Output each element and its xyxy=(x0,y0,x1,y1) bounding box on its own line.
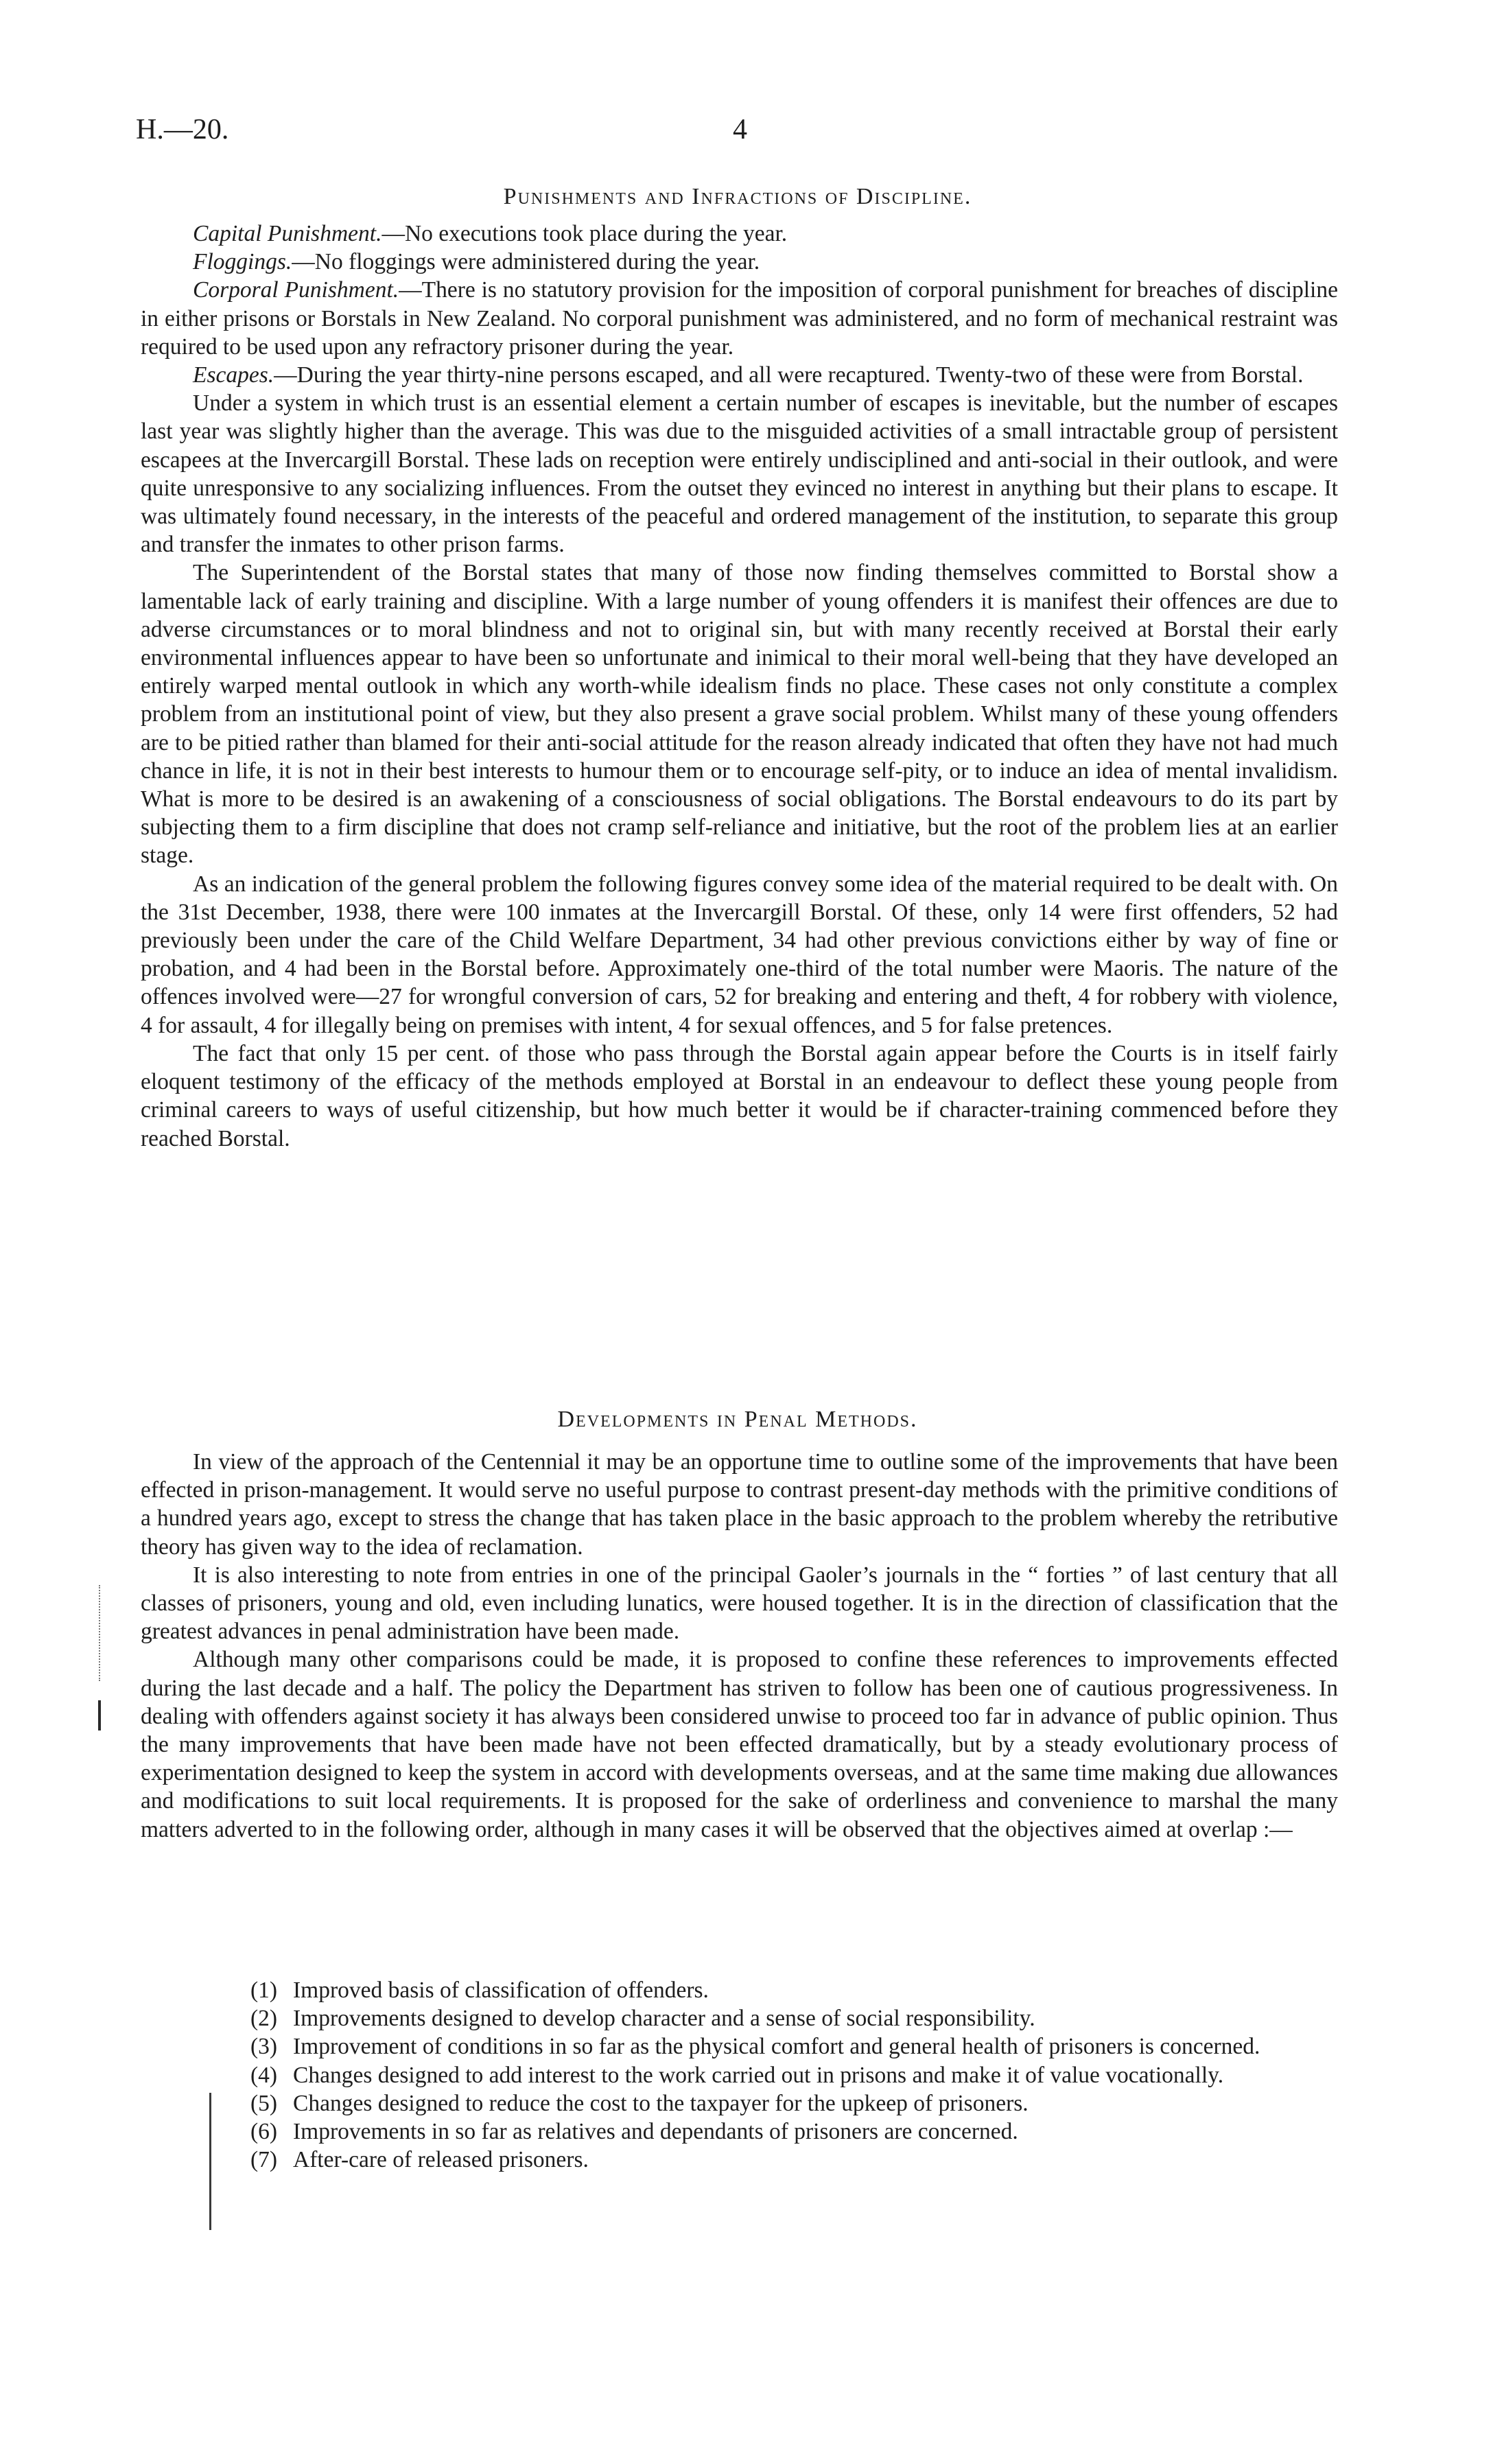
section-developments-body xyxy=(141,1448,1338,1844)
paragraph-superintendent: The Superintendent of the Borstal states that many of those now finding themselves committed to Borstal show a lamentable lack of early training and discipline. With a large number of young offenders it is manifest their offences are due to adverse circumstances or to moral blindness and not to original sin, but with many recently received at Borstal their early environmental influences appear to have been so unfortunate and inimical to their moral well-being that they have developed an entirely warped mental outlook in which any worth-while idealism finds no place. These cases not only constitute a complex problem from an institutional point of view, but they also present a grave social problem. Whilst many of these young offenders are to be pitied rather than blamed for their anti-social attitude for the reason already indicated that often they have not had much chance in life, it is not in their best interests to humour them or to encourage self-pity, or to induce an idea of mental invalidism. What is more to be desired is an awakening of a consciousness of social obligations. The Borstal endeavours to do its part by subjecting them to a firm discipline that does not cramp self-reliance and initiative, but the root of the problem lies at an earlier stage. xyxy=(141,560,1338,869)
section-title-developments: Developments in Penal Methods. xyxy=(557,1407,918,1432)
list-item-number: (6) xyxy=(250,2119,278,2145)
list-item xyxy=(250,2117,1341,2146)
corporal-punishment-text: —There is no statutory provision for the imposition of corporal punishment for breaches of discipline in either prisons or Borstals in New Zealand. No corporal punishment was administered, and no form of mechanical restraint was required to be used upon any refractory prisoner during the year. xyxy=(141,277,1338,360)
list-item-text: Changes designed to add interest to the work carried out in prisons and make it of value vocationally. xyxy=(293,2062,1224,2088)
list-item xyxy=(250,1976,1341,2004)
paragraph-indication: As an indication of the general problem the following figures convey some idea of the material required to be dealt with. On the 31st December, 1938, there were 100 inmates at the Invercargill Borstal. Of these, only 14 were first offenders, 52 had previously been under the care of the Child Welfare Department, 34 had other previous convictions either by way of fine or probation, and 4 had been in the Borstal before. Approximately one-third of the total number were Maoris. The nature of the offences involved were—27 for wrongful conversion of cars, 52 for breaking and entering and theft, 4 for robbery with violence, 4 for assault, 4 for illegally being on premises with intent, 4 for sexual offences, and 5 for false pretences. xyxy=(141,871,1338,1038)
list-item-text: After-care of released prisoners. xyxy=(293,2147,589,2173)
paragraph-floggings xyxy=(141,248,1338,276)
list-item xyxy=(250,2146,1341,2174)
paragraph-comparisons: Although many other comparisons could be made, it is proposed to confine these references to improvements effected during the last decade and a half. The policy the Department has striven to follow has been one of cautious progressiveness. In dealing with offenders against society it has always been considered unwise to proceed too far in advance of public opinion. Thus the many improvements that have been made have not been effected dramatically, but by a steady evolutionary process of experimentation designed to keep the system in accord with developments overseas, and at the same time making due allowances and modifications to suit local requirements. It is proposed for the sake of orderliness and convenience to marshal the many matters adverted to in the following order, although in many cases it will be observed that the objectives aimed at overlap :— xyxy=(141,1647,1338,1842)
list-item xyxy=(250,2004,1341,2032)
document-reference: H.—20. xyxy=(136,114,229,145)
scan-artifact-dotted-line xyxy=(99,1585,102,1681)
paragraph-fact: The fact that only 15 per cent. of those who pass through the Borstal again appear before the Courts is in itself fairly eloquent testimony of the efficacy of the methods employed at Borstal in an endeavour to deflect these young people from criminal careers to ways of useful citizenship, but how much better it would be if character-training commenced before they reached Borstal. xyxy=(141,1040,1338,1151)
capital-punishment-label: Capital Punishment. xyxy=(193,221,382,246)
escapes-text: —During the year thirty-nine persons escaped, and all were recaptured. Twenty-two of these were from Borstal. xyxy=(274,362,1304,388)
paragraph-gaoler-journals: It is also interesting to note from entries in one of the principal Gaoler’s journals in the “ forties ” of last century that all classes of prisoners, young and old, even including lunatics, were housed together. It is in the direction of classification that the greatest advances in penal administration have been made. xyxy=(141,1562,1338,1645)
page-number: 4 xyxy=(733,114,747,145)
floggings-text: —No floggings were administered during the year. xyxy=(292,249,760,275)
list-item-number: (7) xyxy=(250,2147,278,2173)
escapes-label: Escapes. xyxy=(193,362,274,388)
section-punishments-body xyxy=(141,220,1338,1153)
list-item-text: Improved basis of classification of offenders. xyxy=(293,1978,709,2003)
list-item xyxy=(250,2089,1341,2117)
section-title-punishments: Punishments and Infractions of Discipline. xyxy=(503,184,972,209)
list-item-number: (4) xyxy=(250,2062,278,2088)
list-item-text: Changes designed to reduce the cost to the taxpayer for the upkeep of prisoners. xyxy=(293,2090,1029,2116)
list-item-text: Improvements designed to develop character and a sense of social responsibility. xyxy=(293,2006,1035,2032)
paragraph-corporal-punishment xyxy=(141,276,1338,361)
list-item-number: (1) xyxy=(250,1978,278,2003)
list-item xyxy=(250,2061,1341,2089)
list-item-number: (3) xyxy=(250,2034,278,2060)
paragraph-system-trust: Under a system in which trust is an essential element a certain number of escapes is inevitable, but the number of escapes last year was slightly higher than the average. This was due to the misguided activities of a small intractable group of persistent escapees at the Invercargill Borstal. These lads on reception were entirely undisciplined and anti-social in their outlook, and were quite unresponsive to any socializing influences. From the outset they evinced no interest in anything but their plans to escape. It was ultimately found necessary, in the interests of the peaceful and ordered management of the institution, to separate this group and transfer the inmates to other prison farms. xyxy=(141,390,1338,558)
paragraph-capital-punishment xyxy=(141,220,1338,248)
corporal-punishment-label: Corporal Punishment. xyxy=(193,277,399,303)
page-header xyxy=(136,113,1371,154)
objectives-list xyxy=(250,1976,1341,2174)
list-item-number: (2) xyxy=(250,2006,278,2032)
margin-mark-short xyxy=(98,1700,101,1730)
paragraph-escapes xyxy=(141,361,1338,389)
list-item-text: Improvements in so far as relatives and dependants of prisoners are concerned. xyxy=(293,2119,1018,2145)
list-item xyxy=(250,2032,1341,2061)
paragraph-centennial: In view of the approach of the Centennial it may be an opportune time to outline some of the improvements that have been effected in prison-management. It would serve no useful purpose to contrast present-day methods with the primitive conditions of a hundred years ago, except to stress the change that has taken place in the basic approach to the problem whereby the retributive theory has given way to the idea of reclamation. xyxy=(141,1449,1338,1560)
margin-mark-list xyxy=(209,2093,211,2230)
floggings-label: Floggings. xyxy=(193,249,292,275)
list-item-number: (5) xyxy=(250,2090,278,2116)
capital-punishment-text: —No executions took place during the year. xyxy=(381,221,788,246)
list-item-text: Improvement of conditions in so far as the physical comfort and general health of prisoners is concerned. xyxy=(293,2034,1260,2060)
